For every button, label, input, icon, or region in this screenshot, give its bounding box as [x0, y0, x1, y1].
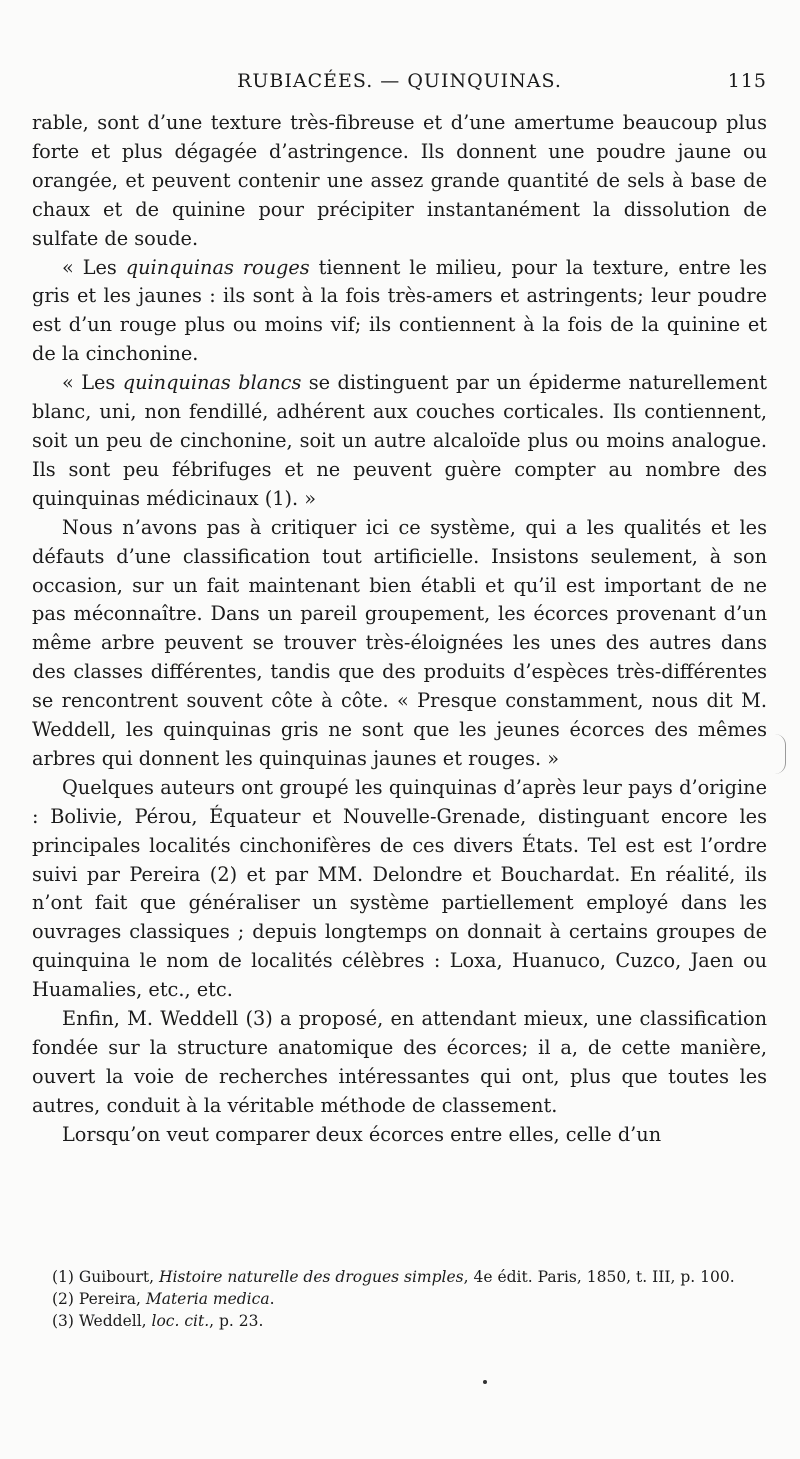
text-run: Nous n’avons pas à critiquer ici ce système, qui a les qualités et les défauts d’une classification tout artificielle. Insistons seulement, à son occasion, sur un fait maintenant bien établi et qu’il est important de ne pas méconnaître. Dans un pareil groupement, les écorces provenant d’un même arbre peuvent se trouver très-éloignées les unes des autres dans des classes différentes, tandis que des produits d’espèces très-différentes se rencontrent souvent côte à côte. « Presque constamment, nous dit M. Weddell, les quinquinas gris ne sont que les jeunes écorces des mêmes arbres qui donnent les quinquinas jaunes et rouges. »: [32, 515, 767, 770]
footnotes: [32, 1266, 767, 1332]
text-run: Quelques auteurs ont groupé les quinquinas d’après leur pays d’origine : Bolivie, Pérou, Équateur et Nouvelle-Grenade, distinguant encore les principales localités cinchonifères de ces divers États. Tel est est l’ordre suivi par Pereira (2) et par MM. Delondre et Bouchardat. En réalité, ils n’ont fait que généraliser un système partiellement employé dans les ouvrages classiques ; depuis longtemps on donnait à certains groupes de quinquina le nom de localités célèbres : Loxa, Huanuco, Cuzco, Jaen ou Huamalies, etc., etc.: [32, 775, 767, 1002]
footnote-text: , 4e édit. Paris, 1850, t. III, p. 100.: [463, 1268, 735, 1286]
italic-term: quinquinas blancs: [122, 371, 302, 395]
footnote-1: [32, 1266, 767, 1288]
running-head: [32, 70, 767, 94]
footnote-text: (3) Weddell,: [52, 1312, 152, 1330]
page-number: 115: [727, 70, 767, 92]
text-run: « Les: [62, 371, 123, 395]
binding-shadow: [775, 734, 786, 774]
text-run: se distinguent par un épiderme naturellement blanc, uni, non fendillé, adhérent aux couches corticales. Ils contiennent, soit un peu de cinchonine, soit un autre alcaloïde plus ou moins analogue. Ils sont peu fébrifuges et ne peuvent guère compter au nombre des quinquinas médicinaux (1). »: [32, 371, 767, 510]
running-title: RUBIACÉES. — QUINQUINAS.: [237, 70, 562, 92]
paragraph-weddell: [32, 1005, 767, 1121]
paragraph-comparaison: [32, 1121, 767, 1150]
footnote-title: Histoire naturelle des drogues simples: [158, 1268, 464, 1286]
footnote-text: , p. 23.: [209, 1312, 264, 1330]
footnote-3: [32, 1310, 767, 1332]
text-run: Lorsqu’on veut comparer deux écorces entre elles, celle d’un: [62, 1122, 662, 1146]
footnote-text: (2) Pereira,: [52, 1290, 146, 1308]
paragraph-quinquinas-blancs: [32, 369, 767, 514]
footnote-text: (1) Guibourt,: [52, 1268, 159, 1286]
main-text: [32, 109, 767, 1150]
text-run: Enfin, M. Weddell (3) a proposé, en attendant mieux, une classification fondée sur la structure anatomique des écorces; il a, de cette manière, ouvert la voie de recherches intéressantes qui ont, plus que toutes les autres, conduit à la véritable méthode de classement.: [32, 1007, 767, 1117]
footnote-2: [32, 1288, 767, 1310]
footnote-title: Materia medica: [145, 1290, 270, 1308]
footnote-text: .: [269, 1290, 275, 1308]
text-run: « Les: [62, 255, 126, 279]
paragraph-origine: [32, 774, 767, 1005]
text-run: tiennent le milieu, pour la texture, entre les gris et les jaunes : ils sont à la fois très-amers et astringents; leur poudre est d’un rouge plus ou moins vif; ils contiennent à la fois de la quinine et de la cinchonine.: [32, 255, 768, 366]
italic-term: quinquinas rouges: [125, 255, 310, 279]
ink-speck: [483, 1380, 487, 1384]
paragraph-critique: [32, 514, 767, 774]
paragraph-1: [32, 109, 767, 254]
text-run: rable, sont d’une texture très-fibreuse et d’une amertume beaucoup plus forte et plus dégagée d’astringence. Ils donnent une poudre jaune ou orangée, et peuvent contenir une assez grande quantité de sels à base de chaux et de quinine pour précipiter instantanément la dissolution de sulfate de soude.: [32, 111, 767, 250]
paragraph-quinquinas-rouges: [32, 254, 767, 370]
footnote-title: loc. cit.: [151, 1312, 210, 1330]
